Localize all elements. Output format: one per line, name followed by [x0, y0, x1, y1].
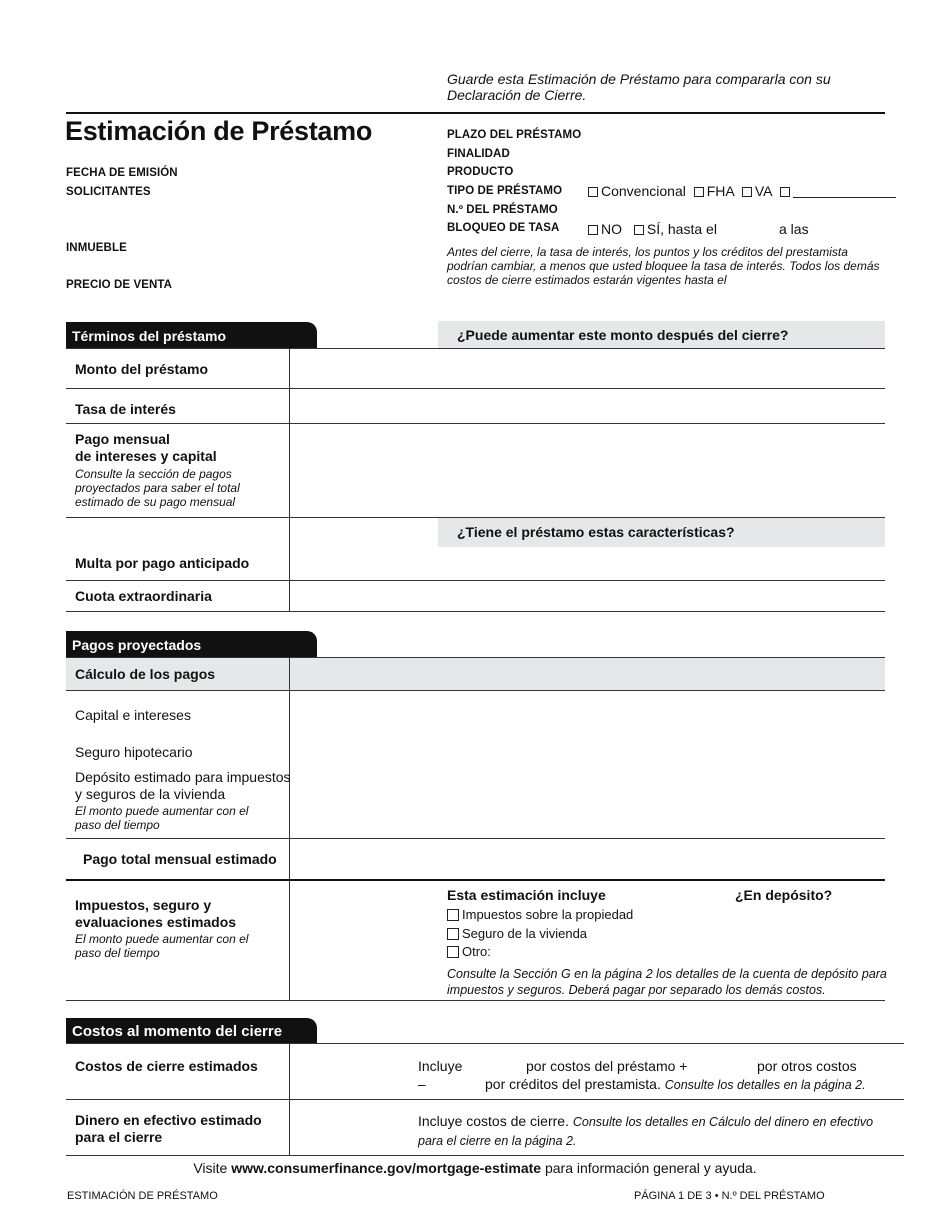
interest-rate-label: Tasa de interés — [75, 401, 176, 417]
taxes-line1: Impuestos, seguro y — [75, 897, 212, 913]
calc-label: Cálculo de los pagos — [75, 666, 216, 682]
other-item — [447, 944, 491, 959]
home-insurance-label: Seguro de la vivienda — [462, 926, 588, 941]
field-loan-term: PLAZO DEL PRÉSTAMO — [447, 129, 582, 141]
loan-amount-label: Monto del préstamo — [75, 361, 209, 377]
balloon-label: Cuota extraordinaria — [75, 588, 212, 604]
monthly-payment-line1: Pago mensual — [75, 431, 170, 447]
rule-2 — [66, 423, 885, 424]
escrow-line2: y seguros de la vivienda — [75, 786, 226, 802]
visit-prefix: Visite — [193, 1160, 228, 1176]
est-costs-label: Costos de cierre estimados — [75, 1058, 258, 1074]
other-label: Otro: — [462, 944, 491, 959]
rate-lock-no-label: NO — [601, 221, 622, 237]
est-costs-see-details: Consulte los detalles en la página 2. — [664, 1078, 866, 1092]
field-applicants: SOLICITANTES — [66, 186, 151, 198]
rule-10 — [66, 1155, 904, 1156]
rule-6 — [66, 838, 885, 839]
in-escrow-heading: ¿En depósito? — [735, 887, 833, 903]
escrow-line1: Depósito estimado para impuestos — [75, 769, 291, 785]
prepayment-label: Multa por pago anticipado — [75, 555, 250, 571]
includes-heading: Esta estimación incluye — [447, 887, 606, 903]
va-label: VA — [754, 183, 772, 199]
rule-7 — [66, 879, 885, 881]
monthly-payment-note: Consulte la sección de pagos proyectados para saber el total estimado de su pago mensual — [75, 467, 240, 509]
taxes-label — [75, 897, 255, 960]
est-costs-credits: por créditos del prestamista. — [485, 1076, 661, 1092]
est-costs-loan: por costos del préstamo + — [526, 1058, 688, 1074]
loan-terms-question: ¿Puede aumentar este monto después del cierre? — [457, 327, 789, 343]
rate-disclaimer: Antes del cierre, la tasa de interés, los puntos y los créditos del prestamista podrían cambiar, a menos que usted bloquee la tasa de interés. Todos los demás costos de cierre estimados estarán vigentes hasta el — [447, 245, 880, 287]
field-rate-lock: BLOQUEO DE TASA — [447, 222, 560, 234]
property-tax-checkbox[interactable] — [447, 909, 459, 921]
conventional-label: Convencional — [601, 183, 686, 199]
features-question: ¿Tiene el préstamo estas características? — [457, 524, 735, 540]
escrow-section-note: Consulte la Sección G en la página 2 los detalles de la cuenta de depósito para impuestos y seguros. Deberá pagar por separado los demás costos. — [447, 967, 887, 997]
taxes-line2: evaluaciones estimados — [75, 914, 237, 930]
rule-5 — [66, 611, 885, 612]
rate-lock-yes-checkbox[interactable] — [634, 225, 644, 235]
fha-checkbox[interactable] — [694, 187, 704, 197]
loan-type-options — [588, 183, 896, 199]
monthly-payment-line2: de intereses y capital — [75, 448, 217, 464]
rate-lock-at: a las — [779, 221, 809, 237]
cash-line1: Dinero en efectivo estimado — [75, 1112, 262, 1128]
loan-terms-tab: Términos del préstamo — [66, 322, 317, 348]
rule-1 — [66, 388, 885, 389]
total-payment-label: Pago total mensual estimado — [83, 851, 277, 867]
visit-line — [0, 1160, 950, 1176]
footer-left: ESTIMACIÓN DE PRÉSTAMO — [67, 1190, 218, 1202]
page-title: Estimación de Préstamo — [65, 116, 373, 146]
property-tax-item — [447, 907, 633, 922]
taxes-note: El monto puede aumentar con el paso del tiempo — [75, 932, 249, 960]
va-checkbox[interactable] — [742, 187, 752, 197]
other-type-checkbox[interactable] — [780, 187, 790, 197]
closing-tab: Costos al momento del cierre — [66, 1018, 317, 1044]
cash-includes: Incluye costos de cierre. — [418, 1113, 569, 1129]
rule-9 — [66, 1099, 904, 1100]
other-checkbox[interactable] — [447, 946, 459, 958]
est-costs-line1 — [418, 1058, 888, 1076]
est-costs-credits-wrap — [485, 1076, 866, 1092]
fha-label: FHA — [706, 183, 734, 199]
cash-to-close-label — [75, 1112, 262, 1146]
escrow-note: El monto puede aumentar con el paso del tiempo — [75, 804, 249, 832]
rate-lock-no-checkbox[interactable] — [588, 225, 598, 235]
projected-tab: Pagos proyectados — [66, 631, 317, 657]
cash-line2: para el cierre — [75, 1129, 163, 1145]
cfpb-link[interactable]: www.consumerfinance.gov/mortgage-estimate — [231, 1160, 542, 1176]
principal-label: Capital e intereses — [75, 707, 191, 723]
rule-4 — [66, 580, 885, 581]
escrow-label — [75, 769, 291, 832]
visit-suffix: para información general y ayuda. — [544, 1160, 757, 1176]
rate-lock-yes-label: SÍ, hasta el — [646, 221, 717, 237]
home-insurance-item — [447, 926, 587, 941]
monthly-payment-label — [75, 431, 265, 509]
rate-lock-options — [588, 221, 717, 237]
rule-8 — [66, 1000, 885, 1001]
property-tax-label: Impuestos sobre la propiedad — [462, 907, 634, 922]
other-type-line[interactable] — [793, 185, 896, 198]
est-costs-includes: Incluye — [418, 1058, 463, 1074]
est-costs-line2 — [418, 1076, 888, 1094]
header-rule — [66, 112, 885, 114]
cash-see-details: Consulte los detalles en Cálculo del dinero en efectivo para el cierre en la página 2. — [418, 1115, 874, 1148]
field-loan-type: TIPO DE PRÉSTAMO — [447, 185, 563, 197]
closing-top-rule — [66, 1043, 904, 1044]
field-loan-number: N.º DEL PRÉSTAMO — [447, 204, 558, 216]
loan-terms-top-rule — [66, 348, 885, 349]
field-purpose: FINALIDAD — [447, 148, 510, 160]
home-insurance-checkbox[interactable] — [447, 928, 459, 940]
est-costs-minus: – — [418, 1076, 426, 1092]
field-issue-date: FECHA DE EMISIÓN — [66, 167, 178, 179]
cash-to-close-text — [418, 1112, 888, 1150]
conventional-checkbox[interactable] — [588, 187, 598, 197]
field-product: PRODUCTO — [447, 166, 514, 178]
field-property: INMUEBLE — [66, 242, 127, 254]
insurance-label: Seguro hipotecario — [75, 744, 193, 760]
est-costs-other: por otros costos — [757, 1058, 857, 1074]
field-sale-price: PRECIO DE VENTA — [66, 279, 173, 291]
save-note: Guarde esta Estimación de Préstamo para compararla con su Declaración de Cierre. — [447, 71, 831, 103]
calc-bottom-rule — [66, 690, 885, 691]
footer-right: PÁGINA 1 DE 3 • N.º DEL PRÉSTAMO — [634, 1190, 825, 1202]
